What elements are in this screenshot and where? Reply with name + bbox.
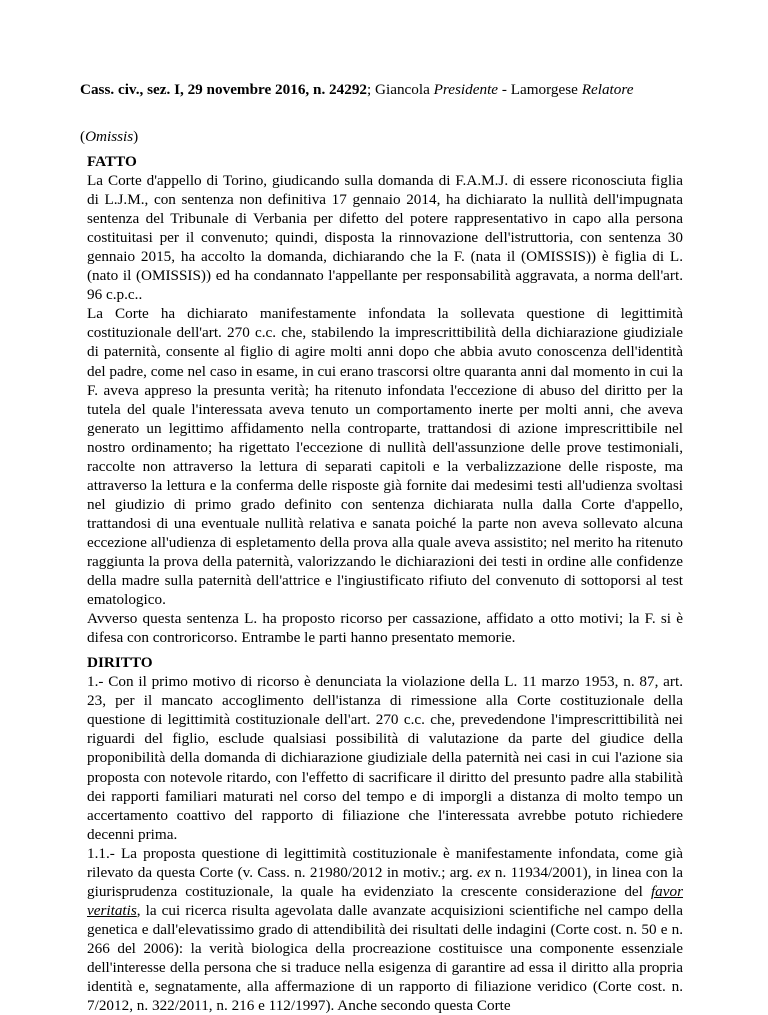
fatto-paragraph-2: La Corte ha dichiarato manifestamente infondata la sollevata questione di legittimità costituzionale dell'art. 270 c.c. che, stabilendo la imprescrittibilità della dichiarazione giudiziale di paternità, consente al figlio di agire molti anni dopo che abbia avuto conoscenza dell'identità del padre, come nel caso in esame, in cui erano trascorsi oltre quaranta anni dal momento in cui la F. aveva appreso la presunta verità; ha ritenuto infondata l'eccezione di abuso del diritto per la tutela del quale l'interessata aveva tenuto un comportamento inerte per molti anni, che aveva generato un legittimo affidamento nella controparte, trattandosi di azione imprescrittibile nel nostro ordinamento; ha rigettato l'eccezione di nullità dell'assunzione delle prove testimoniali, raccolte non attraverso la lettura di separati capitoli e la verbalizzazione delle risposte, ma attraverso la lettura e la conferma delle risposte già fornite dai medesimi testi all'udienza svoltasi nel giudizio di primo grado definito con sentenza dichiarata nulla dalla Corte d'appello, trattandosi di una eventuale nullità relativa e sanata poiché la parte non aveva sollevato alcuna eccezione all'udienza di espletamento della prova alla quale aveva assistito; nel merito ha ritenuto raggiunta la prova della paternità, valorizzando le dichiarazioni dei testi in ordine alle confidenze della madre sulla paternità dell'attrice e l'ingiustificato rifiuto del convenuto di sottoporsi al test ematologico. bbox=[87, 305, 683, 609]
fatto-paragraph-3: Avverso questa sentenza L. ha proposto ricorso per cassazione, affidato a otto motivi; la F. si è difesa con controricorso. Entrambe le parti hanno presentato memorie. bbox=[87, 610, 683, 647]
section-title-fatto: FATTO bbox=[87, 153, 137, 170]
header-separator: ; Giancola bbox=[367, 81, 434, 98]
header-separator: - Lamorgese bbox=[498, 81, 582, 98]
section-title-diritto: DIRITTO bbox=[87, 654, 153, 672]
document-header bbox=[80, 80, 720, 99]
omissis-marker: (Omissis) bbox=[80, 128, 139, 145]
citation: Cass. civ., sez. I, 29 novembre 2016, n. 24292 bbox=[80, 81, 368, 98]
document-body bbox=[87, 152, 683, 1015]
diritto-paragraph-1: 1.- Con il primo motivo di ricorso è denunciata la violazione della L. 11 marzo 1953, n. 87, art. 23, per il mancato accoglimento dell'istanza di rimessione alla Corte costituzionale della questione di legittimità costituzionale dell'art. 270 c.c. che, prevedendone l'imprescrittibilità nei riguardi del figlio, esclude qualsiasi possibilità di valutazione da parte del giudice della proponibilità della domanda di dichiarazione giudiziale della paternità nei casi in cui l'azione sia proposta con notevole ritardo, con l'effetto di sacrificare il diritto del presunto padre alla stabilità dei rapporti familiari maturati nel corso del tempo e di imporgli a distanza di molto tempo un accertamento coattivo del rapporto di filiazione che l'interessata avrebbe potuto richiedere decenni prima. bbox=[87, 673, 683, 843]
role-relatore: Relatore bbox=[581, 81, 634, 98]
role-presidente: Presidente bbox=[433, 81, 499, 98]
fatto-paragraph-1: La Corte d'appello di Torino, giudicando sulla domanda di F.A.M.J. di essere riconosciuta figlia di L.J.M., con sentenza non definitiva 17 gennaio 2014, ha dichiarato la nullità dell'impugnata sentenza del Tribunale di Verbania per difetto del potere rappresentativo in capo alla persona costituitasi per il convenuto; quindi, disposta la rinnovazione dell'istruttoria, con sentenza 30 gennaio 2015, ha accolto la domanda, dichiarando che la F. (nata il (OMISSIS)) è figlia di L. (nato il (OMISSIS)) ed ha condannato l'appellante per responsabilità aggravata, a norma dell'art. 96 c.p.c.. bbox=[87, 172, 683, 304]
omissis-word: Omissis bbox=[85, 128, 134, 145]
diritto-paragraph-2: 1.1.- La proposta questione di legittimità costituzionale è manifestamente infondata, come già rilevato da questa Corte (v. Cass. n. 21980/2012 in motiv.; arg. ex n. 11934/2001), in linea con la giurisprudenza costituzionale, la quale ha evidenziato la crescente considerazione del favor veritatis, la cui ricerca risulta agevolata dalle avanzate acquisizioni scientifiche nel campo della genetica e dall'elevatissimo grado di attendibilità dei risultati delle indagini (Corte cost. n. 50 e n. 266 del 2006): la verità biologica della procreazione costituisce una componente essenziale dell'interesse della persona che si traduce nella esigenza di garantire ad essa il diritto alla propria identità e, segnatamente, alla affermazione di un rapporto di filiazione veridico (Corte cost. n. 7/2012, n. 322/2011, n. 216 e 112/1997). Anche secondo questa Corte bbox=[87, 844, 683, 1015]
italic-ex: ex bbox=[477, 863, 491, 881]
favor-veritatis-term: favor veritatis bbox=[87, 882, 683, 919]
